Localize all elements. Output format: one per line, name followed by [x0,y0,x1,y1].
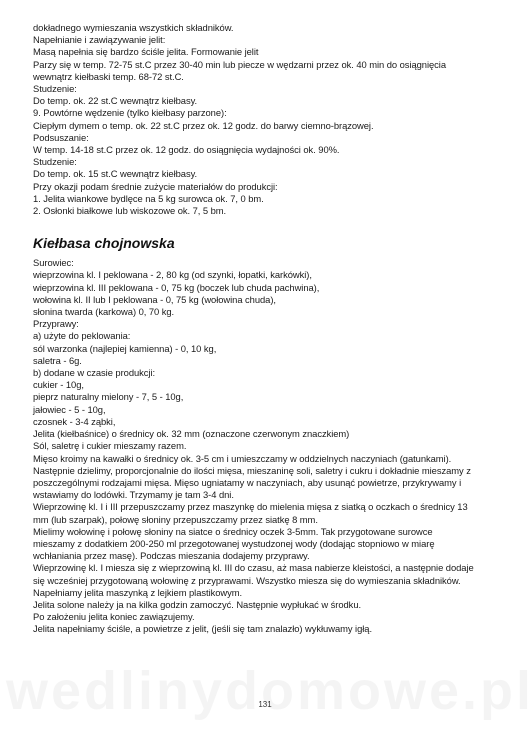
text-line: Mielimy wołowinę i połowę słoniny na siatce o średnicy oczek 3-5mm. Tak przygotowane surowce [33,525,433,537]
recipe-heading: Kiełbasa chojnowska [33,235,175,252]
text-line: Przyprawy: [33,318,79,330]
text-line: Sól, saletrę i cukier mieszamy razem. [33,440,187,452]
text-line: Jelita (kiełbaśnice) o średnicy ok. 32 mm (oznaczone czerwonym znaczkiem) [33,428,350,440]
text-line: Jelita napełniamy ściśle, a powietrze z jelit, (jeśli się tam znalazło) wykłuwamy igłą. [33,623,373,635]
text-line: się wcześniej przygotowaną wołowinę z przyprawami. Wszystko miesza się do wymieszania składników. [33,574,461,586]
text-line: Surowiec: [33,257,74,269]
text-line: 9. Powtórne wędzenie (tylko kiełbasy parzone): [33,107,227,119]
text-line: mieszamy z dodatkiem 200-250 ml przegotowanej wystudzonej wody (dodając stopniowo w miarę [33,537,435,549]
text-line: Wieprzowinę kl. I i III przepuszczamy przez maszynkę do mielenia mięsa z siatką o oczkach o średnicy 13 [33,501,468,513]
text-line: Napełniamy jelita maszynką z lejkiem plastikowym. [33,586,243,598]
text-line: Wieprzowinę kl. I miesza się z wieprzowiną kl. III do czasu, aż masa nabierze kleistości, a następnie dodaje [33,562,474,574]
watermark [6,660,526,722]
text-block-top [33,22,503,217]
text-line: sól warzonka (najlepiej kamienna) - 0, 10 kg, [33,342,217,354]
text-line: a) użyte do peklowania: [33,330,131,342]
text-line: Następnie dzielimy, proporcjonalnie do ilości mięsa, mieszaninę soli, saletry i cukru i dokładnie mieszamy z [33,464,471,476]
text-line: pieprz naturalny mielony - 7, 5 - 10g, [33,391,184,403]
text-line: 2. Osłonki białkowe lub wiskozowe ok. 7, 5 bm. [33,205,227,217]
text-line: słonina twarda (karkowa) 0, 70 kg. [33,306,175,318]
text-line: Napełnianie i zawiązywanie jelit: [33,34,166,46]
text-block-recipe [33,257,503,635]
text-line: Studzenie: [33,156,77,168]
text-line: saletra - 6g. [33,354,82,366]
text-line: poszczególnymi rodzajami mięsa. Mięso ugniatamy w naczyniach, aby usunąć powietrze, przykrywamy i [33,476,462,488]
text-line: Parzy się w temp. 72-75 st.C przez 30-40 min lub piecze w wędzarni przez ok. 40 min do osiągnięcia [33,58,447,70]
text-line: b) dodane w czasie produkcji: [33,367,156,379]
text-line: mm (lub szarpak), połowę słoniny przepuszczamy przez siatkę 8 mm. [33,513,318,525]
page-number: 131 [258,700,272,709]
text-line: Przy okazji podam średnie zużycie materiałów do produkcji: [33,180,278,192]
text-line: 1. Jelita wiankowe bydlęce na 5 kg surowca ok. 7, 0 bm. [33,192,264,204]
text-line: czosnek - 3-4 ząbki, [33,415,116,427]
text-line: W temp. 14-18 st.C przez ok. 12 godz. do osiągnięcia wydajności ok. 90%. [33,144,340,156]
text-line: wewnątrz kiełbaski temp. 68-72 st.C. [33,70,184,82]
document-page [33,22,503,636]
text-line: Po założeniu jelita koniec zawiązujemy. [33,611,195,623]
text-line: Do temp. ok. 15 st.C wewnątrz kiełbasy. [33,168,198,180]
text-line: wołowina kl. II lub I peklowana - 0, 75 kg (wołowina chuda), [33,293,276,305]
text-line: Do temp. ok. 22 st.C wewnątrz kiełbasy. [33,95,198,107]
text-line: Jelita solone należy ja na kilka godzin zamoczyć. Następnie wypłukać w środku. [33,598,362,610]
text-line: Studzenie: [33,83,77,95]
text-line: jałowiec - 5 - 10g, [33,403,106,415]
text-line: Masą napełnia się bardzo ściśle jelita. Formowanie jelit [33,46,259,58]
text-line: Ciepłym dymem o temp. ok. 22 st.C przez ok. 12 godz. do barwy ciemno-brązowej. [33,119,374,131]
text-line: Mięso kroimy na kawałki o średnicy ok. 3-5 cm i umieszczamy w oddzielnych naczyniach (gatunkami). [33,452,452,464]
text-line: Podsuszanie: [33,131,89,143]
text-line: cukier - 10g, [33,379,84,391]
text-line: wstawiamy do lodówki. Trzymamy je tam 3-4 dni. [33,489,234,501]
text-line: dokładnego wymieszania wszystkich składników. [33,22,234,33]
text-line: wchłaniania przez masę). Podczas mieszania dodajemy przyprawy. [33,550,310,562]
text-line: wieprzowina kl. I peklowana - 2, 80 kg (od szynki, łopatki, karkówki), [33,269,312,281]
text-line: wieprzowina kl. III peklowana - 0, 75 kg (boczek lub chuda pachwina), [33,281,320,293]
